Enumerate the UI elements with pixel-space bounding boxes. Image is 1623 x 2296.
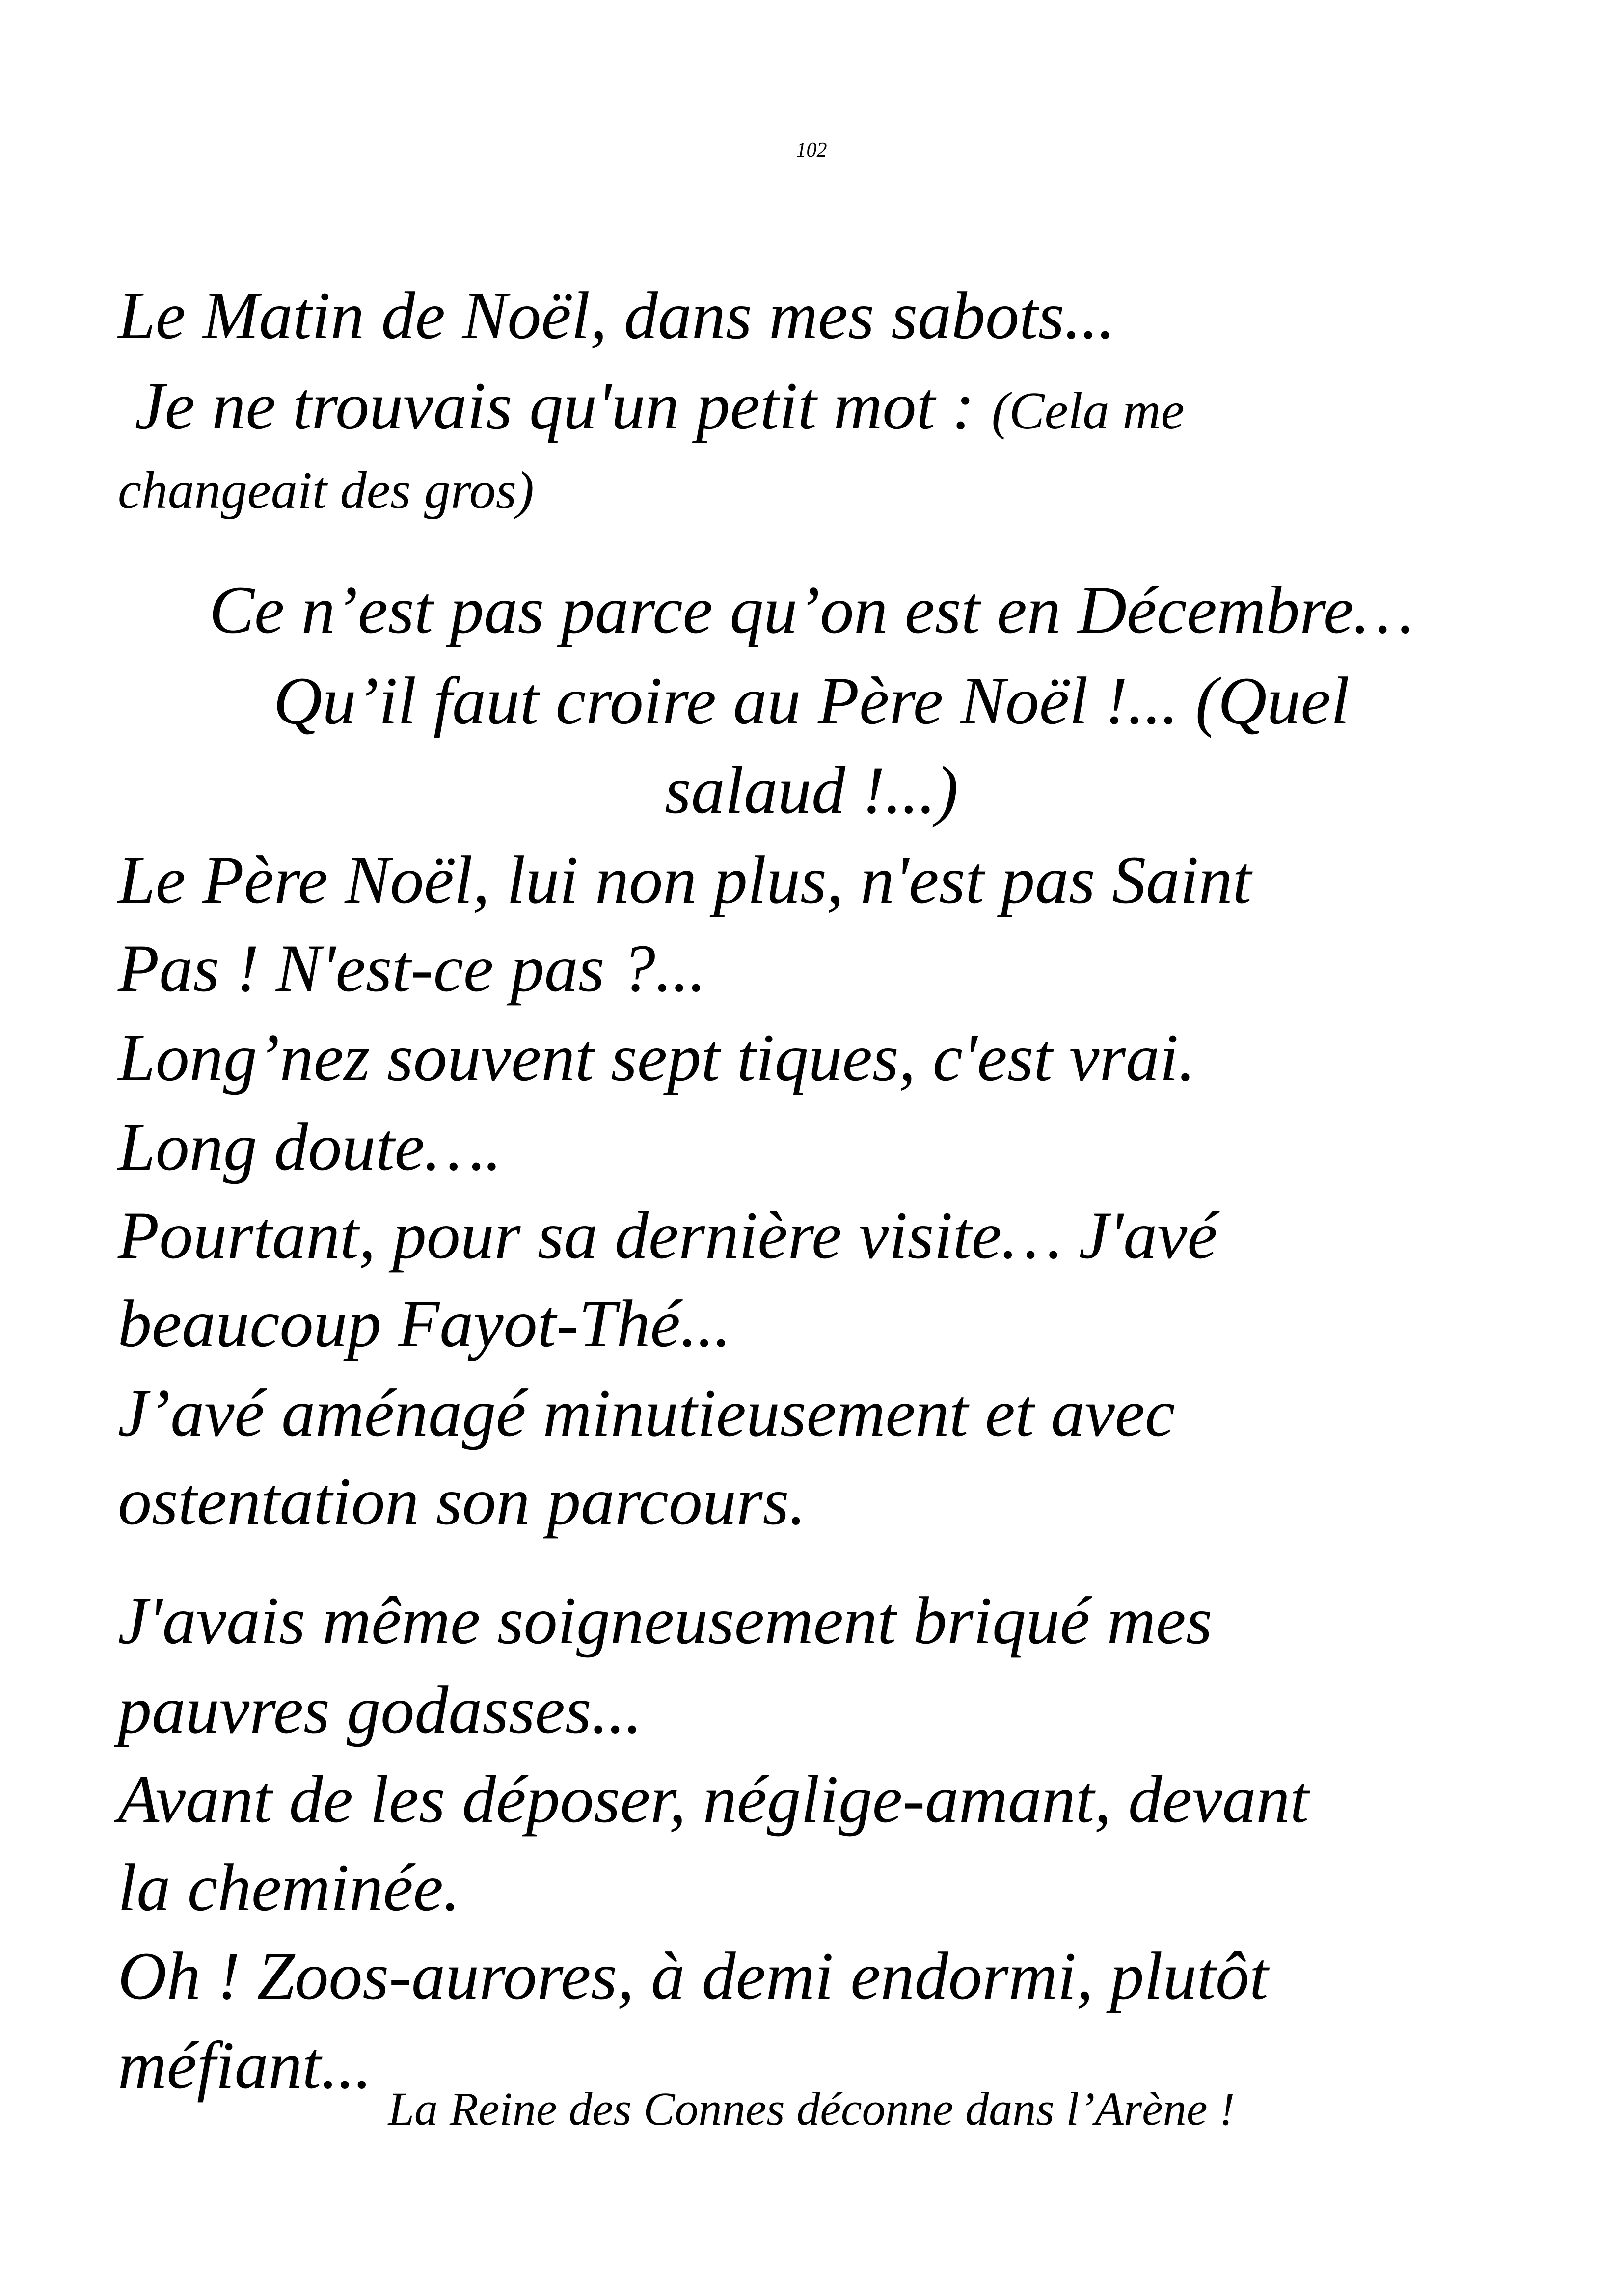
page-number: 102: [796, 139, 827, 161]
text-line: Pourtant, pour sa dernière visite… J'avé: [118, 1198, 1217, 1273]
text-line: Pas ! N'est-ce pas ?...: [118, 931, 706, 1006]
text-line: Ce n’est pas parce qu’on est en Décembre…: [209, 572, 1414, 647]
text-line: ostentation son parcours.: [118, 1464, 806, 1539]
running-footer: La Reine des Connes déconne dans l’Arène !: [388, 2082, 1235, 2135]
text-line: salaud !...): [665, 752, 958, 828]
text-line: Qu’il faut croire au Père Noël !... (Quel: [273, 663, 1350, 738]
text-line: Oh ! Zoos-aurores, à demi endormi, plutôt: [118, 1938, 1269, 2013]
text-line: pauvres godasses...: [118, 1672, 643, 1747]
text-line: Le Père Noël, lui non plus, n'est pas Saint: [118, 842, 1251, 917]
text-line: Avant de les déposer, néglige-amant, devant: [118, 1762, 1309, 1837]
text-line: J’avé aménagé minutieusement et avec: [118, 1375, 1175, 1450]
text-line-main: Je ne trouvais qu'un petit mot :: [118, 368, 992, 443]
text-line: la cheminée.: [118, 1850, 460, 1925]
text-line: Le Matin de Noël, dans mes sabots...: [118, 278, 1115, 353]
text-line: [118, 367, 1532, 451]
text-line: changeait des gros): [118, 461, 534, 520]
text-line-aside: (Cela me: [991, 382, 1185, 440]
text-line: beaucoup Fayot-Thé...: [118, 1286, 731, 1361]
text-line: Long’nez souvent sept tiques, c'est vrai.: [118, 1020, 1195, 1095]
text-line: méfiant...: [118, 2028, 372, 2103]
text-line: Long doute….: [118, 1109, 502, 1184]
text-line: J'avais même soigneusement briqué mes: [118, 1583, 1213, 1658]
